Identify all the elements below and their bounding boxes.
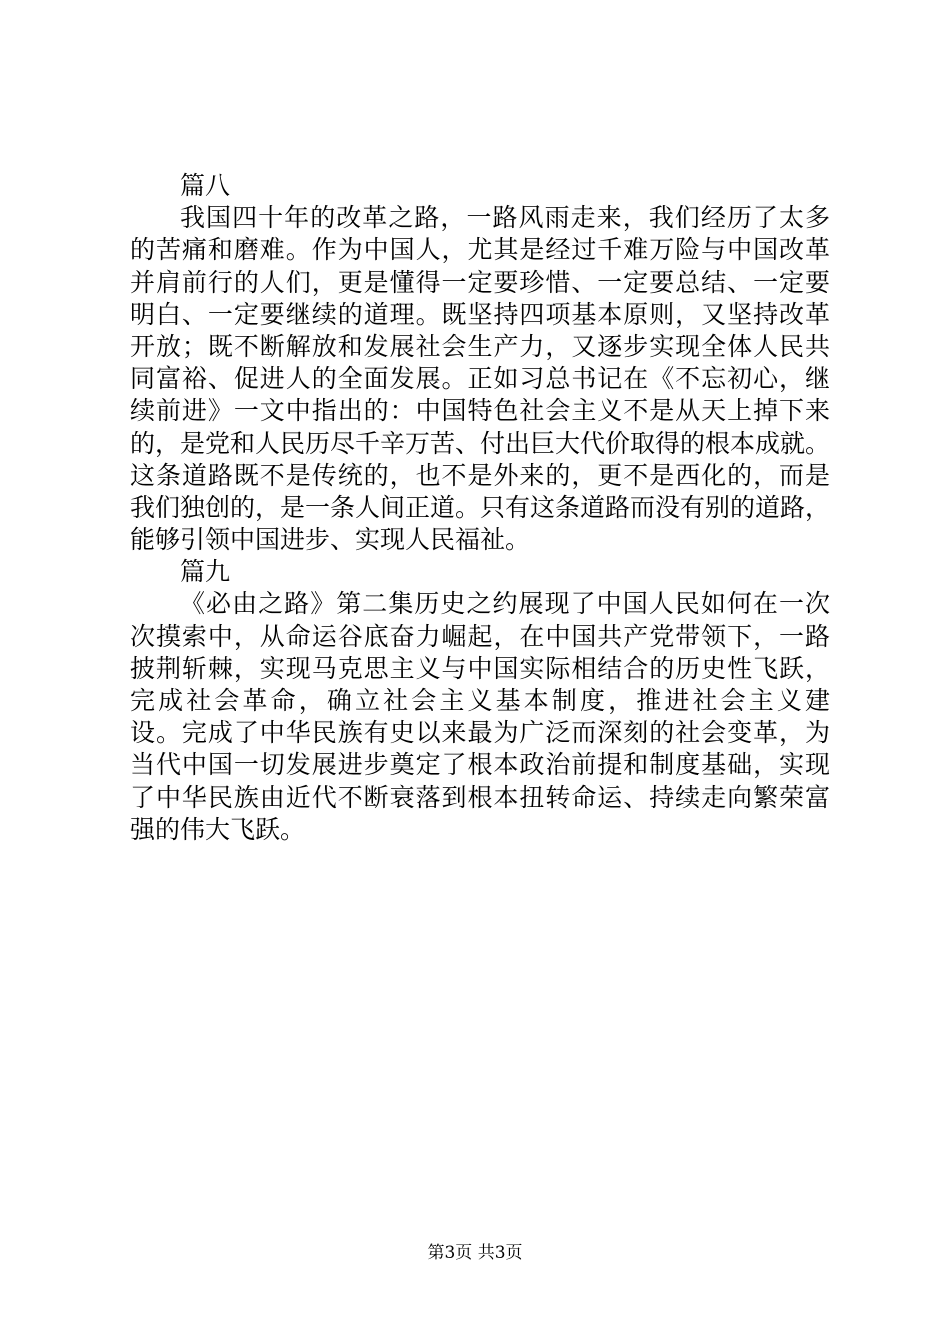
section-heading: 篇八 (180, 171, 231, 200)
paragraph-line: 强的伟大飞跃。 (130, 814, 306, 844)
paragraph-line: 明白、一定要继续的道理。既坚持四项基本原则，又坚持改革 (130, 299, 830, 329)
page-number: 第3页 共3页 (427, 1243, 523, 1263)
paragraph-line: 披荆斩棘，实现马克思主义与中国实际相结合的历史性飞跃， (130, 653, 830, 683)
paragraph-line: 并肩前行的人们，更是懂得一定要珍惜、一定要总结、一定要 (130, 267, 830, 297)
paragraph-line: 续前进》一文中指出的：中国特色社会主义不是从天上掉下来 (130, 396, 830, 426)
document-body (130, 170, 830, 846)
paragraph-line: 我国四十年的改革之路，一路风雨走来，我们经历了太多 (180, 203, 830, 233)
paragraph-line: 这条道路既不是传统的，也不是外来的，更不是西化的，而是 (130, 460, 830, 490)
paragraph-line: 《必由之路》第二集历史之约展现了中国人民如何在一次 (180, 589, 830, 619)
paragraph-line: 我们独创的，是一条人间正道。只有这条道路而没有别的道路， (130, 492, 830, 522)
paragraph-line: 开放；既不断解放和发展社会生产力，又逐步实现全体人民共 (130, 331, 830, 361)
paragraph-line: 当代中国一切发展进步奠定了根本政治前提和制度基础，实现 (130, 750, 830, 780)
paragraph-line: 设。完成了中华民族有史以来最为广泛而深刻的社会变革，为 (130, 718, 830, 748)
page-footer (0, 1243, 950, 1263)
paragraph-line: 次摸索中，从命运谷底奋力崛起，在中国共产党带领下，一路 (130, 621, 830, 651)
paragraph-line: 能够引领中国进步、实现人民福祉。 (130, 525, 531, 555)
paragraph-line: 完成社会革命，确立社会主义基本制度，推进社会主义建 (130, 686, 830, 715)
paragraph-line: 同富裕、促进人的全面发展。正如习总书记在《不忘初心，继 (130, 364, 830, 394)
paragraph-line: 的，是党和人民历尽千辛万苦、付出巨大代价取得的根本成就。 (130, 428, 830, 458)
paragraph-line: 的苦痛和磨难。作为中国人，尤其是经过千难万险与中国改革 (130, 235, 830, 265)
paragraph-line: 了中华民族由近代不断衰落到根本扭转命运、持续走向繁荣富 (130, 782, 830, 812)
section-heading: 篇九 (180, 557, 231, 587)
